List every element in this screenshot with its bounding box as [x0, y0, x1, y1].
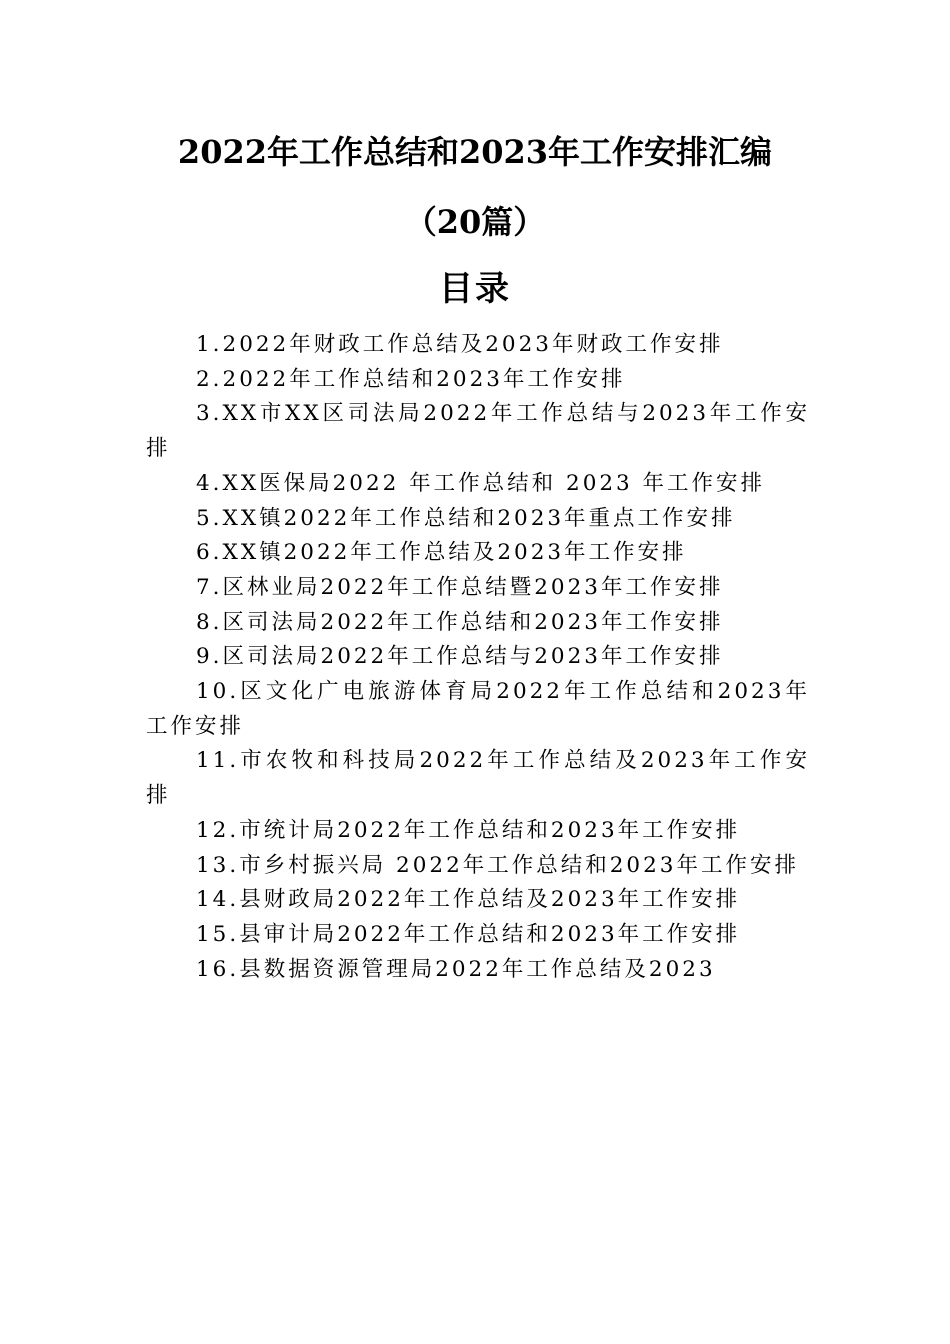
toc-item: 10.区文化广电旅游体育局2022年工作总结和2023年工作安排	[146, 679, 810, 739]
toc-item: 7.区林业局2022年工作总结暨2023年工作安排	[196, 574, 724, 600]
toc-heading: 目录	[439, 269, 511, 309]
toc-item: 12.市统计局2022年工作总结和2023年工作安排	[196, 817, 741, 843]
toc-item: 11.市农牧和科技局2022年工作总结及2023年工作安排	[146, 748, 810, 809]
toc-item: 16.县数据资源管理局2022年工作总结及2023	[196, 956, 716, 982]
toc-item: 9.区司法局2022年工作总结与2023年工作安排	[196, 644, 724, 670]
toc-item: 2.2022年工作总结和2023年工作安排	[196, 366, 626, 392]
toc-item: 15.县审计局2022年工作总结和2023年工作安排	[196, 921, 741, 947]
toc-item: 1.2022年财政工作总结及2023年财政工作安排	[196, 332, 724, 357]
toc-item: 5.XX镇2022年工作总结和2023年重点工作安排	[196, 505, 736, 531]
toc-item: 6.XX镇2022年工作总结及2023年工作安排	[196, 540, 687, 566]
table-of-contents	[146, 328, 810, 987]
toc-item: 3.XX市XX区司法局2022年工作总结与2023年工作安排	[146, 401, 810, 462]
toc-item: 13.市乡村振兴局 2022年工作总结和2023年工作安排	[196, 852, 799, 878]
document-subtitle: （20篇）	[404, 203, 546, 241]
toc-item: 8.区司法局2022年工作总结和2023年工作安排	[196, 609, 724, 635]
document-title: 2022年工作总结和2023年工作安排汇编	[177, 133, 773, 171]
toc-item: 14.县财政局2022年工作总结及2023年工作安排	[196, 887, 741, 913]
toc-item: 4.XX医保局2022 年工作总结和 2023 年工作安排	[196, 470, 766, 496]
